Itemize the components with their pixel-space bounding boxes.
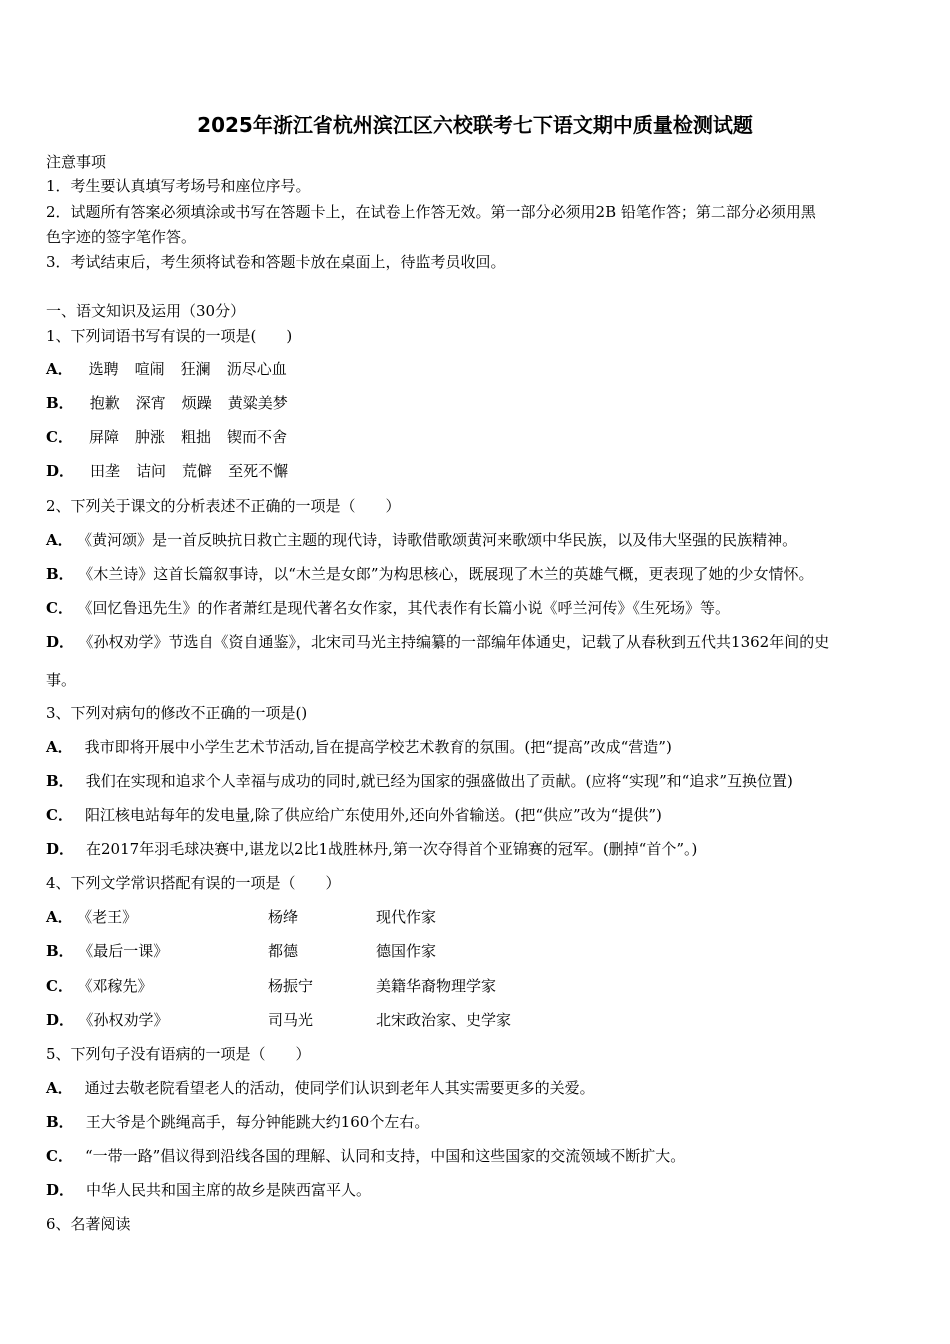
question-stem: 5、下列句子没有语病的一项是（ ） <box>46 1045 311 1063</box>
option-word: 锲而不舍 <box>227 428 288 446</box>
question-stem: 4、下列文学常识搭配有误的一项是（ ） <box>46 874 341 892</box>
option-word: 黄粱美梦 <box>227 394 288 412</box>
notice-item: 3．考试结束后，考生须将试卷和答题卡放在桌面上，待监考员收回。 <box>46 253 506 271</box>
option-text: 阳江核电站每年的发电量,除了供应给广东使用外,还向外省输送。(把“供应”改为“提供”) <box>84 806 662 824</box>
option-letter: B． <box>46 1113 74 1131</box>
question-stem: 6、名著阅读 <box>46 1215 131 1233</box>
option-letter: D． <box>46 633 75 651</box>
option-row <box>46 596 910 620</box>
option-word: 沥尽心血 <box>226 360 287 378</box>
page-title: 2025年浙江省杭州滨江区六校联考七下语文期中质量检测试题 <box>197 113 753 137</box>
option-row <box>46 1076 910 1100</box>
option-text: 《回忆鲁迅先生》的作者萧红是现代著名女作家，其代表作有长篇小说《呼兰河传》《生死场》等。 <box>84 599 730 617</box>
option-author: 杨振宁 <box>268 977 314 995</box>
option-row <box>46 905 910 929</box>
option-word: 深宵 <box>135 394 166 412</box>
option-text: 通过去敬老院看望老人的活动，使同学们认识到老年人其实需要更多的关爱。 <box>84 1079 595 1097</box>
option-letter: A． <box>46 531 73 549</box>
option-row <box>46 630 910 654</box>
option-letter: B． <box>46 565 74 583</box>
option-word: 肿涨 <box>134 428 165 446</box>
option-word: 喧闹 <box>134 360 165 378</box>
option-text: 在2017年羽毛球决赛中,谌龙以2比1战胜林丹,第一次夺得首个亚锦赛的冠军。(删掉“首个”。) <box>86 840 698 858</box>
option-author: 杨绛 <box>268 908 299 926</box>
section-heading: 一、语文知识及运用（30分） <box>46 302 246 320</box>
option-word: 选聘 <box>88 360 119 378</box>
option-word: 屏障 <box>88 428 119 446</box>
option-text: 中华人民共和国主席的故乡是陕西富平人。 <box>86 1181 372 1199</box>
option-text: “一带一路”倡议得到沿线各国的理解、认同和支持，中国和这些国家的交流领域不断扩大。 <box>84 1147 686 1165</box>
option-text: 我们在实现和追求个人幸福与成功的同时,就已经为国家的强盛做出了贡献。(应将“实现”和“追求”互换位置) <box>85 772 793 790</box>
option-letter: D． <box>46 1181 75 1199</box>
option-letter: D． <box>46 462 75 480</box>
option-author: 都德 <box>268 942 299 960</box>
option-row <box>46 1008 910 1032</box>
option-work: 《孙权劝学》 <box>86 1011 169 1029</box>
option-text: 《黄河颂》是一首反映抗日救亡主题的现代诗，诗歌借歌颂黄河来歌颂中华民族，以及伟大坚强的民族精神。 <box>84 531 798 549</box>
question-stem: 2、下列关于课文的分析表述不正确的一项是（ ） <box>46 497 401 515</box>
option-text: 《孙权劝学》节选自《资自通鉴》，北宋司马光主持编纂的一部编年体通史，记载了从春秋到五代共1362年间的史 <box>86 633 830 651</box>
option-row <box>46 357 910 381</box>
notice-heading: 注意事项 <box>46 153 107 171</box>
option-desc: 北宋政治家、史学家 <box>376 1011 512 1029</box>
option-row <box>46 837 910 861</box>
option-letter: A． <box>46 908 73 926</box>
notice-item: 2．试题所有答案必须填涂或书写在答题卡上，在试卷上作答无效。第一部分必须用2B 铅笔作答；第二部分必须用黑 <box>46 203 816 221</box>
option-row <box>46 735 910 759</box>
option-work: 《邓稼先》 <box>84 977 153 995</box>
option-letter: D． <box>46 840 75 858</box>
option-letter: C． <box>46 599 73 617</box>
option-word: 抱歉 <box>89 394 120 412</box>
option-text: 我市即将开展中小学生艺术节活动,旨在提高学校艺术教育的氛围。(把“提高”改成“营造”) <box>84 738 672 756</box>
option-text: 王大爷是个跳绳高手，每分钟能跳大约160个左右。 <box>85 1113 430 1131</box>
option-desc: 现代作家 <box>376 908 437 926</box>
option-row <box>46 459 910 483</box>
option-desc: 美籍华裔物理学家 <box>376 977 497 995</box>
option-row <box>46 1144 910 1168</box>
option-letter: A． <box>46 1079 73 1097</box>
option-word: 狂澜 <box>180 360 211 378</box>
option-word: 诘问 <box>136 462 167 480</box>
option-row <box>46 562 910 586</box>
option-row <box>46 974 910 998</box>
option-word: 至死不懈 <box>228 462 289 480</box>
option-letter: C． <box>46 806 73 824</box>
option-row <box>46 803 910 827</box>
option-row <box>46 1110 910 1134</box>
option-row <box>46 939 910 963</box>
option-row <box>46 528 910 552</box>
option-row <box>46 1178 910 1202</box>
option-row <box>46 391 910 415</box>
option-word: 田垄 <box>90 462 121 480</box>
option-continuation: 事。 <box>46 671 77 689</box>
option-letter: A． <box>46 738 73 756</box>
option-letter: B． <box>46 394 74 412</box>
option-letter: D． <box>46 1011 75 1029</box>
question-stem: 1、下列词语书写有误的一项是( ) <box>46 327 293 345</box>
option-letter: B． <box>46 942 74 960</box>
notice-item: 色字迹的签字笔作答。 <box>46 228 197 246</box>
option-work: 《最后一课》 <box>85 942 169 960</box>
option-word: 粗拙 <box>180 428 211 446</box>
question-stem: 3、下列对病句的修改不正确的一项是() <box>46 704 308 722</box>
option-work: 《老王》 <box>84 908 138 926</box>
option-desc: 德国作家 <box>376 942 437 960</box>
option-letter: C． <box>46 1147 73 1165</box>
option-word: 烦躁 <box>181 394 212 412</box>
option-text: 《木兰诗》这首长篇叙事诗，以“木兰是女郎”为构思核心，既展现了木兰的英雄气概，更表现了她的少女情怀。 <box>85 565 814 583</box>
option-letter: C． <box>46 428 73 446</box>
option-row <box>46 769 910 793</box>
option-letter: C． <box>46 977 73 995</box>
option-letter: A． <box>46 360 73 378</box>
option-letter: B． <box>46 772 74 790</box>
option-word: 荒僻 <box>182 462 213 480</box>
notice-item: 1．考生要认真填写考场号和座位序号。 <box>46 177 311 195</box>
option-author: 司马光 <box>268 1011 314 1029</box>
option-row <box>46 425 910 449</box>
